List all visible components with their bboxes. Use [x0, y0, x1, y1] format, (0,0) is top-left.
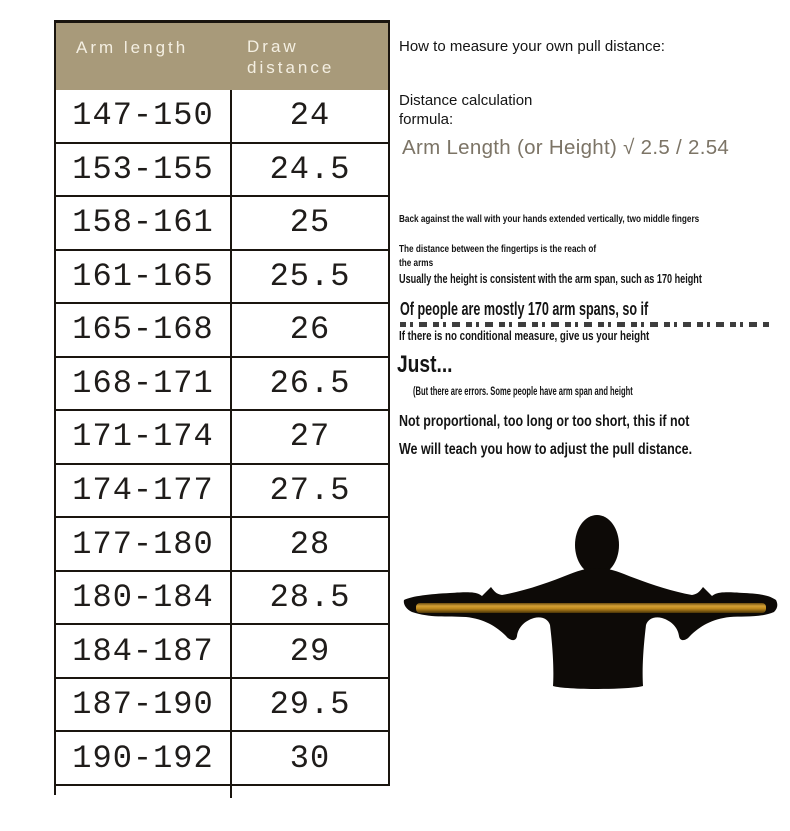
table-row: [56, 251, 388, 305]
formula-text: Arm Length (or Height) √ 2.5 / 2.54: [402, 136, 730, 159]
draw-distance-cell: 27: [230, 411, 388, 463]
table-border-tail-left: [54, 786, 56, 795]
arm-length-cell: 184-187: [72, 632, 214, 670]
instructions-title: How to measure your own pull distance:: [399, 38, 665, 55]
table-row: [56, 679, 388, 733]
instruction-line-just: Just...: [397, 351, 453, 378]
draw-distance-cell: 30: [230, 732, 388, 784]
table-row: [56, 411, 388, 465]
arm-length-cell: 161-165: [72, 257, 214, 295]
instruction-line-teach: We will teach you how to adjust the pull distance.: [399, 441, 693, 458]
arm-length-cell: 153-155: [72, 150, 214, 188]
arm-span-silhouette-image: [390, 490, 790, 705]
silhouette-head: [575, 515, 619, 575]
draw-distance-cell: 29: [230, 625, 388, 677]
table-row: [56, 572, 388, 626]
arm-length-cell: 187-190: [72, 686, 214, 724]
draw-distance-cell: 24.5: [230, 144, 388, 196]
instructions-panel: [399, 0, 790, 500]
instruction-line-wall: Back against the wall with your hands extended vertically, two middle fingers: [399, 213, 700, 225]
arm-length-cell: 174-177: [72, 471, 214, 509]
table-row: [56, 518, 388, 572]
arm-length-cell: 171-174: [72, 418, 214, 456]
arm-length-cell: 165-168: [72, 311, 214, 349]
formula-label: Distance calculation formula:: [399, 92, 533, 128]
table-body: [56, 90, 388, 784]
draw-distance-cell: 26.5: [230, 358, 388, 410]
arm-length-cell: 147-150: [72, 97, 214, 135]
draw-distance-size-chart: [54, 20, 390, 786]
table-row: [56, 197, 388, 251]
arm-length-cell: 177-180: [72, 525, 214, 563]
table-row: [56, 732, 388, 784]
clipped-text-fragments: [400, 322, 770, 327]
instruction-line-not-proportional: Not proportional, too long or too short, this if not: [399, 413, 690, 430]
draw-distance-cell: 25: [230, 197, 388, 249]
table-row: [56, 144, 388, 198]
table-row: [56, 358, 388, 412]
instruction-line-errors: (But there are errors. Some people have arm span and height: [413, 384, 633, 398]
table-border-tail-divider: [230, 786, 232, 798]
draw-distance-cell: 24: [230, 90, 388, 142]
draw-distance-cell: 29.5: [230, 679, 388, 731]
arm-length-header: Arm length: [76, 38, 189, 57]
table-row: [56, 304, 388, 358]
table-row: [56, 465, 388, 519]
instruction-line-no-measure: If there is no conditional measure, give us your height: [399, 328, 650, 343]
draw-distance-cell: 27.5: [230, 465, 388, 517]
table-row: [56, 90, 388, 144]
draw-distance-cell: 28: [230, 518, 388, 570]
draw-distance-cell: 28.5: [230, 572, 388, 624]
arm-length-cell: 168-171: [72, 364, 214, 402]
instruction-line-usually: Usually the height is consistent with the arm span, such as 170 height: [399, 271, 702, 286]
instruction-line-mostly: Of people are mostly 170 arm spans, so if: [400, 298, 649, 319]
golden-measuring-bar: [416, 603, 766, 613]
instruction-line-fingertips: The distance between the fingertips is the reach of the arms: [399, 243, 597, 269]
draw-distance-cell: 26: [230, 304, 388, 356]
table-row: [56, 625, 388, 679]
table-header-row: [56, 23, 388, 90]
arm-length-cell: 180-184: [72, 579, 214, 617]
draw-distance-cell: 25.5: [230, 251, 388, 303]
silhouette-body: [404, 568, 778, 689]
draw-distance-header: Draw distance: [247, 37, 335, 78]
arm-length-cell: 158-161: [72, 204, 214, 242]
arm-length-cell: 190-192: [72, 739, 214, 777]
